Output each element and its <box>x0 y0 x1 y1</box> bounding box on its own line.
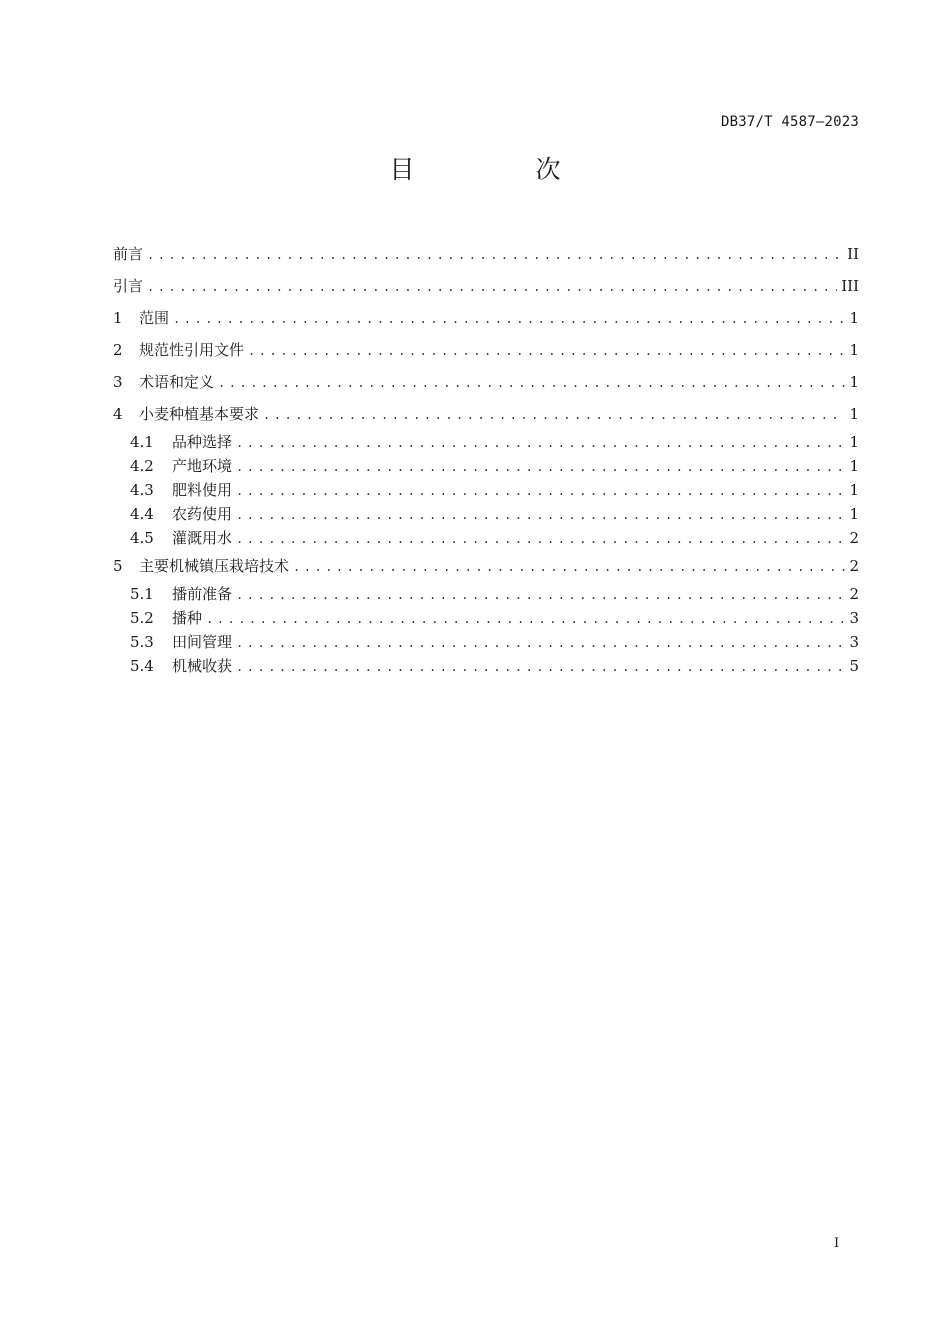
toc-entry-number: 5.4 <box>130 657 154 675</box>
toc-entry[interactable] <box>113 630 859 654</box>
toc-entry-number: 4.4 <box>130 505 154 523</box>
dot-leader <box>173 303 845 335</box>
toc-entry-number: 1 <box>113 309 123 327</box>
toc-entry-page: 1 <box>849 481 859 499</box>
dot-leader <box>236 655 845 679</box>
toc-entry-label: 规范性引用文件 <box>139 341 245 359</box>
toc-entry[interactable] <box>113 430 859 454</box>
toc-entry-label: 农药使用 <box>172 505 233 523</box>
toc-entry-number: 4.3 <box>130 481 154 499</box>
toc-entry-label: 田间管理 <box>172 633 233 651</box>
toc-entry[interactable] <box>113 502 859 526</box>
dot-leader <box>236 503 845 527</box>
toc-entry-page: 5 <box>849 657 859 675</box>
toc-entry-label: 前言 <box>113 245 144 263</box>
toc-entry[interactable] <box>113 270 859 302</box>
toc-entry-page: II <box>847 245 859 263</box>
table-of-contents <box>113 238 859 678</box>
toc-entry-page: 1 <box>849 433 859 451</box>
dot-leader <box>236 431 845 455</box>
toc-entry-page: III <box>841 277 859 295</box>
toc-entry[interactable] <box>113 398 859 430</box>
toc-entry-page: 1 <box>849 309 859 327</box>
dot-leader <box>218 367 845 399</box>
toc-entry-label: 灌溉用水 <box>172 529 233 547</box>
toc-entry-label: 品种选择 <box>172 433 233 451</box>
toc-entry[interactable] <box>113 606 859 630</box>
toc-entry[interactable] <box>113 302 859 334</box>
toc-entry-label: 机械收获 <box>172 657 233 675</box>
toc-entry-page: 1 <box>849 405 859 423</box>
toc-entry-label: 术语和定义 <box>139 373 215 391</box>
toc-entry[interactable] <box>113 526 859 550</box>
document-code: DB37/T 4587—2023 <box>720 114 859 130</box>
toc-entry-number: 5.1 <box>130 585 154 603</box>
dot-leader <box>236 631 845 655</box>
page-number: I <box>834 1236 840 1251</box>
dot-leader <box>236 479 845 503</box>
toc-entry-number: 4.2 <box>130 457 154 475</box>
dot-leader <box>147 271 837 303</box>
toc-entry-page: 2 <box>849 557 859 575</box>
dot-leader <box>206 607 845 631</box>
dot-leader <box>263 399 845 431</box>
toc-entry-number: 3 <box>113 373 123 391</box>
toc-entry[interactable] <box>113 454 859 478</box>
toc-entry[interactable] <box>113 654 859 678</box>
dot-leader <box>236 527 845 551</box>
toc-entry-label: 播种 <box>172 609 203 627</box>
toc-entry-label: 产地环境 <box>172 457 233 475</box>
toc-entry-label: 肥料使用 <box>172 481 233 499</box>
toc-entry-label: 引言 <box>113 277 144 295</box>
toc-entry[interactable] <box>113 550 859 582</box>
toc-entry[interactable] <box>113 238 859 270</box>
toc-entry-number: 4.5 <box>130 529 154 547</box>
toc-entry-number: 2 <box>113 341 123 359</box>
dot-leader <box>236 455 845 479</box>
dot-leader <box>147 239 843 271</box>
toc-entry-number: 5.2 <box>130 609 154 627</box>
toc-entry-label: 范围 <box>139 309 170 327</box>
toc-entry-page: 3 <box>849 633 859 651</box>
toc-entry-number: 5 <box>113 557 123 575</box>
toc-entry-label: 播前准备 <box>172 585 233 603</box>
toc-entry-label: 小麦种植基本要求 <box>139 405 260 423</box>
toc-entry-page: 3 <box>849 609 859 627</box>
toc-entry[interactable] <box>113 478 859 502</box>
toc-entry-page: 1 <box>849 341 859 359</box>
toc-entry-page: 1 <box>849 457 859 475</box>
dot-leader <box>293 551 845 583</box>
toc-entry-number: 4 <box>113 405 123 423</box>
toc-title: 目 次 <box>389 155 609 184</box>
toc-entry[interactable] <box>113 334 859 366</box>
dot-leader <box>236 583 845 607</box>
toc-entry-page: 1 <box>849 373 859 391</box>
toc-entry-number: 5.3 <box>130 633 154 651</box>
toc-entry-page: 1 <box>849 505 859 523</box>
dot-leader <box>248 335 845 367</box>
toc-entry-page: 2 <box>849 585 859 603</box>
toc-entry[interactable] <box>113 366 859 398</box>
toc-entry-number: 4.1 <box>130 433 154 451</box>
toc-entry[interactable] <box>113 582 859 606</box>
toc-entry-page: 2 <box>849 529 859 547</box>
toc-entry-label: 主要机械镇压栽培技术 <box>139 557 290 575</box>
